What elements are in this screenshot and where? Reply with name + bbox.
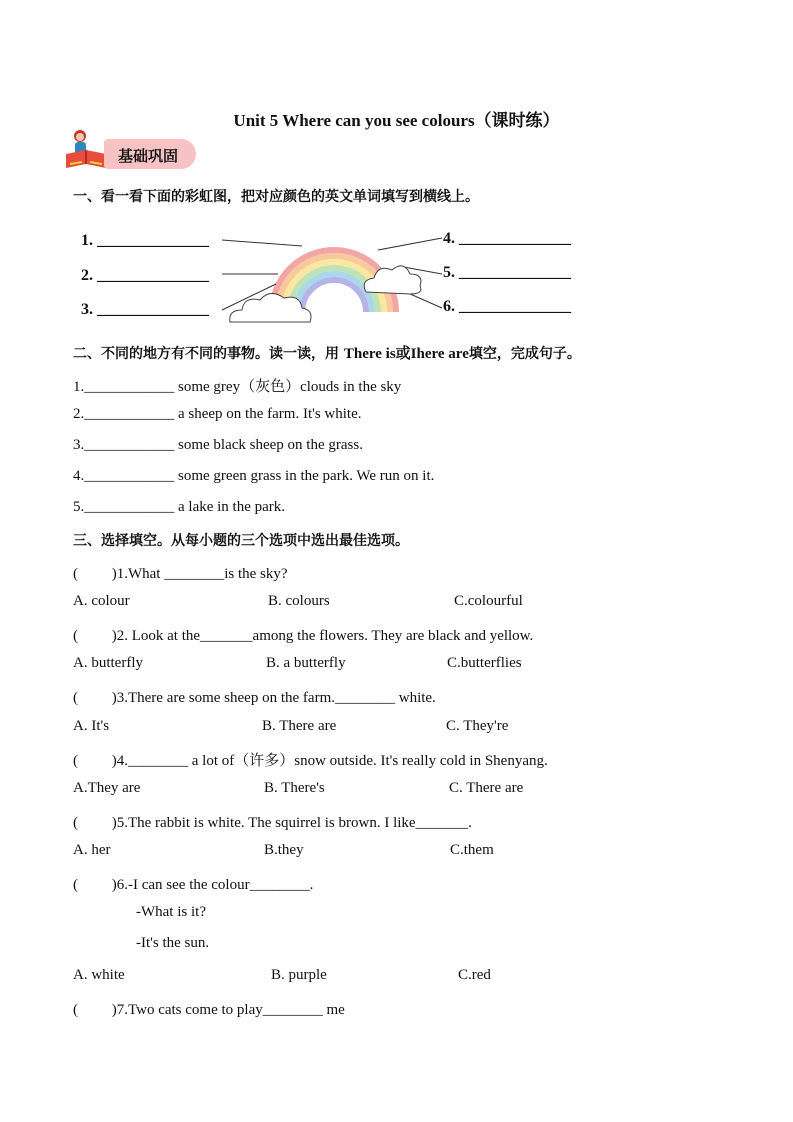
q1-option-b: B. colours bbox=[268, 593, 330, 609]
question-6: ( )6.-I can see the colour________. bbox=[73, 877, 314, 893]
page-title: Unit 5 Where can you see colours（课时练） bbox=[233, 111, 560, 130]
section3-heading: 三、选择填空。从每小题的三个选项中选出最佳选项。 bbox=[73, 533, 409, 549]
q6-option-b: B. purple bbox=[271, 967, 327, 983]
section2-item-5: 5.____________ a lake in the park. bbox=[73, 499, 286, 515]
q6-dialog-line-1: -What is it? bbox=[136, 904, 206, 920]
q4-option-c: C. There are bbox=[449, 780, 524, 796]
q2-option-b: B. a butterfly bbox=[266, 655, 346, 671]
q6-option-a: A. white bbox=[73, 967, 125, 983]
q2-option-a: A. butterfly bbox=[73, 655, 143, 671]
q6-option-c: C.red bbox=[458, 967, 491, 983]
section-badge bbox=[62, 128, 202, 176]
section2-item-4: 4.____________ some green grass in the park. We run on it. bbox=[73, 468, 435, 484]
section2-heading-c: 填空，完成句子。 bbox=[468, 346, 581, 362]
question-2: ( )2. Look at the_______among the flowers. They are black and yellow. bbox=[73, 628, 534, 644]
rainbow-illustration bbox=[210, 222, 450, 332]
q3-option-c: C. They're bbox=[446, 718, 509, 734]
rainbow-label-3: 3. ______________ bbox=[81, 301, 209, 318]
question-5: ( )5.The rabbit is white. The squirrel is brown. I like_______. bbox=[73, 815, 472, 831]
section2-item-3: 3.____________ some black sheep on the grass. bbox=[73, 437, 363, 453]
q2-option-c: C.butterflies bbox=[447, 655, 522, 671]
section2-heading-b: There is或Ihere are bbox=[343, 346, 469, 362]
q5-option-b: B.they bbox=[264, 842, 304, 858]
q5-option-c: C.them bbox=[450, 842, 494, 858]
section2-item-2: 2.____________ a sheep on the farm. It's white. bbox=[73, 406, 362, 422]
q6-dialog-line-2: -It's the sun. bbox=[136, 935, 210, 951]
rainbow-label-1: 1. ______________ bbox=[81, 232, 209, 249]
question-4: ( )4.________ a lot of（许多）snow outside. It's really cold in Shenyang. bbox=[73, 753, 548, 769]
q1-option-c: C.colourful bbox=[454, 593, 523, 609]
q5-option-a: A. her bbox=[73, 842, 111, 858]
rainbow-label-2: 2. ______________ bbox=[81, 267, 209, 284]
question-3: ( )3.There are some sheep on the farm.________ white. bbox=[73, 690, 436, 706]
section2-heading-a: 二、不同的地方有不同的事物。读一读，用 bbox=[73, 346, 344, 362]
section2-heading bbox=[73, 342, 581, 363]
q3-option-a: A. It's bbox=[73, 718, 110, 734]
rainbow-label-4: 4. ______________ bbox=[443, 230, 571, 247]
rainbow-label-6: 6. ______________ bbox=[443, 298, 571, 315]
badge-box bbox=[104, 139, 196, 169]
q3-option-b: B. There are bbox=[262, 718, 337, 734]
badge-label: 基础巩固 bbox=[118, 147, 179, 165]
q1-option-a: A. colour bbox=[73, 593, 130, 609]
q4-option-a: A.They are bbox=[73, 780, 141, 796]
rainbow-label-5: 5. ______________ bbox=[443, 264, 571, 281]
section2-item-1: 1.____________ some grey（灰色）clouds in the sky bbox=[73, 379, 402, 395]
question-7: ( )7.Two cats come to play________ me bbox=[73, 1002, 345, 1018]
section1-heading: 一、看一看下面的彩虹图，把对应颜色的英文单词填写到横线上。 bbox=[73, 189, 479, 205]
question-1: ( )1.What ________is the sky? bbox=[73, 566, 288, 582]
q4-option-b: B. There's bbox=[264, 780, 325, 796]
